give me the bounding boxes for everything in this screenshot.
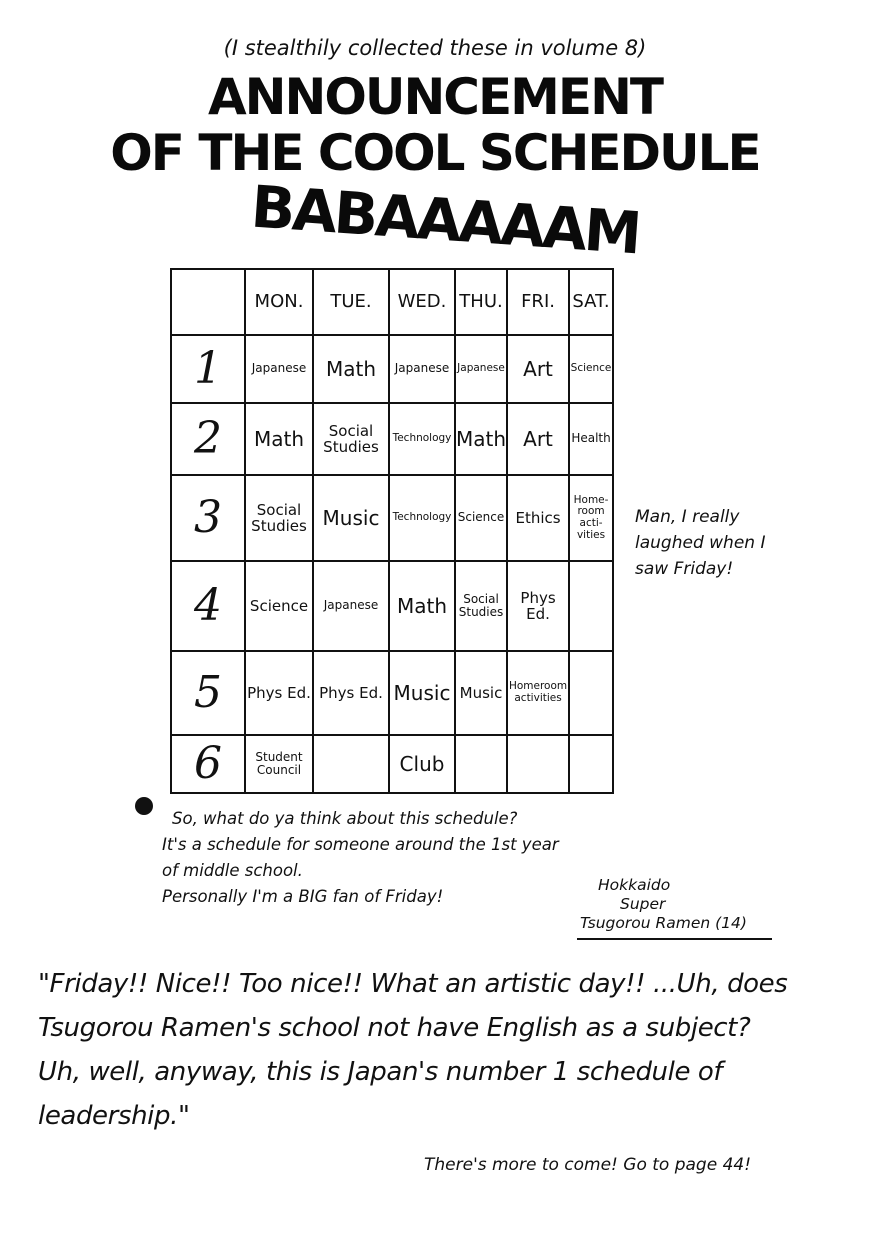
title-line-1: ANNOUNCEMENT [207,68,663,126]
class-cell: Science [455,475,507,561]
schedule-row [171,651,613,735]
period-number: 1 [171,335,245,403]
class-cell: Japanese [455,335,507,403]
class-cell [507,735,569,793]
day-header: FRI. [507,269,569,335]
schedule-table-container [170,268,614,794]
schedule-row [171,561,613,651]
class-cell [455,735,507,793]
class-cell: Phys Ed. [313,651,389,735]
day-header: WED. [389,269,455,335]
period-number: 3 [171,475,245,561]
class-cell: Math [245,403,313,475]
class-cell: Ethics [507,475,569,561]
day-header: THU. [455,269,507,335]
class-cell: Science [245,561,313,651]
schedule-table [170,268,614,794]
continued-note: There's more to come! Go to page 44! [424,1155,752,1175]
class-cell: Student Council [245,735,313,793]
bullet-dot-icon [135,797,153,815]
class-cell: Phys Ed. [507,561,569,651]
period-number: 2 [171,403,245,475]
period-number: 6 [171,735,245,793]
day-header: TUE. [313,269,389,335]
schedule-row [171,475,613,561]
class-cell: Health [569,403,613,475]
class-cell [313,735,389,793]
class-cell: Art [507,335,569,403]
pen-name-line: Tsugorou Ramen (14) [580,914,747,932]
letter-line: of middle school. [162,861,303,880]
class-cell: Club [389,735,455,793]
class-cell: Phys Ed. [245,651,313,735]
schedule-row [171,403,613,475]
pen-name-underline [577,938,772,940]
response-line: Uh, well, anyway, this is Japan's number 1 schedule of leadership." [38,1057,723,1131]
class-cell: Technology [389,475,455,561]
class-cell [569,651,613,735]
letter-line: So, what do ya think about this schedule? [172,809,518,828]
letter-line: It's a schedule for someone around the 1st year [162,835,559,854]
class-cell: Math [313,335,389,403]
day-header: MON. [245,269,313,335]
class-cell: Social Studies [455,561,507,651]
class-cell: Japanese [245,335,313,403]
class-cell: Japanese [389,335,455,403]
pen-name [580,876,770,933]
class-cell: Japanese [313,561,389,651]
reader-letter [162,806,622,910]
class-cell: Music [313,475,389,561]
period-number: 5 [171,651,245,735]
class-cell: Science [569,335,613,403]
response-line: "Friday!! Nice!! Too nice!! What an artistic day!! ...Uh, does [38,969,788,999]
period-number: 4 [171,561,245,651]
subtitle: (I stealthily collected these in volume 8) [223,36,647,60]
class-cell: Home-room acti-vities [569,475,613,561]
response-line: Tsugorou Ramen's school not have English as a subject? [38,1013,751,1043]
class-cell: Math [389,561,455,651]
title-line-3: BABAAAAAM [248,172,642,268]
class-cell: Technology [389,403,455,475]
class-cell: Math [455,403,507,475]
class-cell: Homeroom activities [507,651,569,735]
class-cell [569,561,613,651]
side-note: Man, I really laughed when I saw Friday! [635,507,766,579]
letter-line: Personally I'm a BIG fan of Friday! [162,887,444,906]
schedule-header-row [171,269,613,335]
title-line-2: OF THE COOL SCHEDULE [110,124,760,182]
pen-name-line: Hokkaido [598,876,671,894]
class-cell [569,735,613,793]
class-cell: Social Studies [245,475,313,561]
day-header: SAT. [569,269,613,335]
pen-name-line: Super [620,895,666,913]
class-cell: Music [389,651,455,735]
class-cell: Music [455,651,507,735]
editor-response [38,962,848,1138]
class-cell: Art [507,403,569,475]
schedule-row [171,735,613,793]
schedule-row [171,335,613,403]
class-cell: Social Studies [313,403,389,475]
corner-cell [171,269,245,335]
